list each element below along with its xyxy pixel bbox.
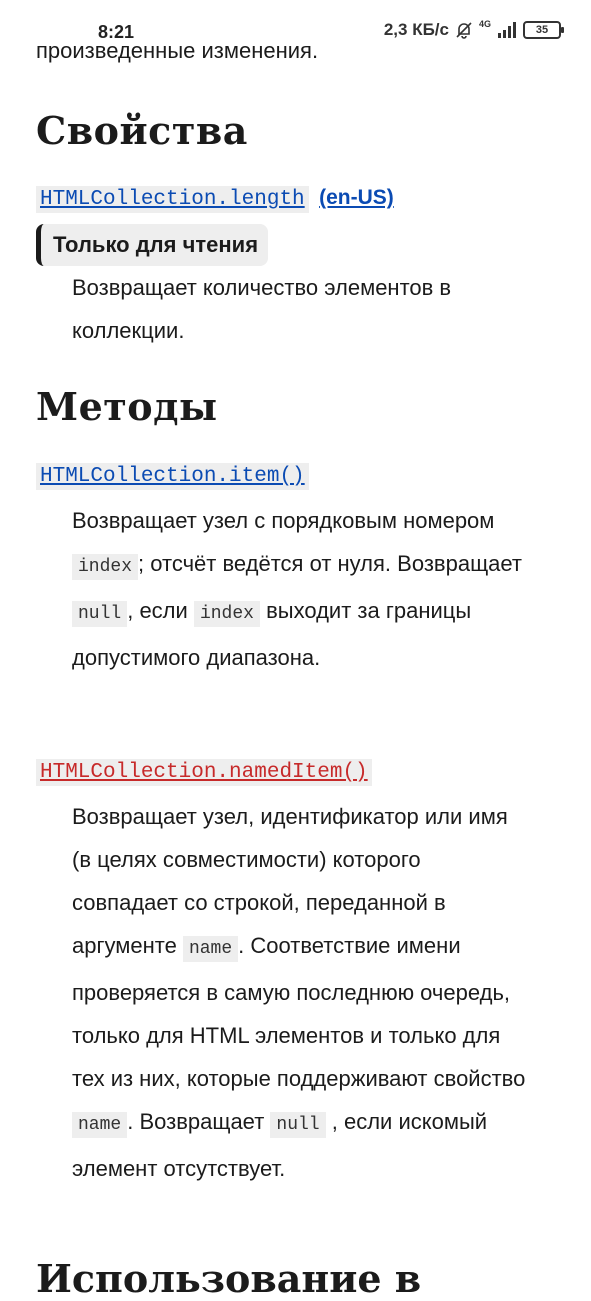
inline-code-name: name xyxy=(72,1112,127,1138)
bell-muted-icon xyxy=(455,21,473,39)
next-section-heading-cut: Использование в xyxy=(36,1256,422,1301)
inline-code-null: null xyxy=(270,1112,325,1138)
previous-paragraph-cut: произведенные изменения. xyxy=(36,38,319,63)
desc-text: , если искомый элемент отсутствует. xyxy=(72,1109,488,1181)
status-bar xyxy=(0,0,591,64)
signal-icon xyxy=(497,22,517,38)
method-term-nameditem xyxy=(36,759,372,786)
method-item-description xyxy=(72,499,532,679)
inline-code-null: null xyxy=(72,601,127,627)
inline-code-index: index xyxy=(72,554,138,580)
desc-text: . Возвращает xyxy=(127,1109,265,1134)
desc-text: Возвращает узел с порядковым номером xyxy=(72,508,495,533)
network-speed: 2,3 КБ/с xyxy=(383,20,449,39)
property-term-row xyxy=(36,186,394,213)
link-en-us[interactable]: (en-US) xyxy=(319,186,394,209)
read-only-badge: Только для чтения xyxy=(36,224,268,266)
section-heading-properties: Свойства xyxy=(36,108,248,153)
property-term xyxy=(36,186,309,213)
desc-text: , если xyxy=(127,598,188,623)
desc-text: . Соответствие имени проверяется в самую последнюю очередь, только для HTML элементов и только для тех из них, которые поддерживают свойство xyxy=(72,933,526,1091)
status-time: 8:21 xyxy=(98,22,135,42)
status-icons xyxy=(384,20,561,40)
battery-level: 35 xyxy=(535,24,549,36)
link-htmlcollection-item[interactable]: HTMLCollection.item() xyxy=(40,465,305,488)
desc-text: ; отсчёт ведётся от нуля. Возвращает xyxy=(138,551,522,576)
method-nameditem-description xyxy=(72,795,532,1190)
inline-code-name: name xyxy=(183,936,238,962)
network-type: 4G xyxy=(478,19,491,29)
desc-text: Возвращает узел, идентификатор или имя (в целях совместимости) которого совпадает со строкой, переданной в аргументе xyxy=(72,804,508,958)
inline-code-index: index xyxy=(194,601,260,627)
battery-icon xyxy=(523,21,561,39)
link-htmlcollection-length[interactable]: HTMLCollection.length xyxy=(40,188,305,211)
method-term-item xyxy=(36,463,309,490)
link-htmlcollection-nameditem[interactable]: HTMLCollection.namedItem() xyxy=(40,761,368,784)
section-heading-methods: Методы xyxy=(36,384,218,429)
property-description: Возвращает количество элементов в коллекции. xyxy=(72,275,452,343)
desc-text: выходит за границы допустимого диапазона. xyxy=(72,598,472,670)
